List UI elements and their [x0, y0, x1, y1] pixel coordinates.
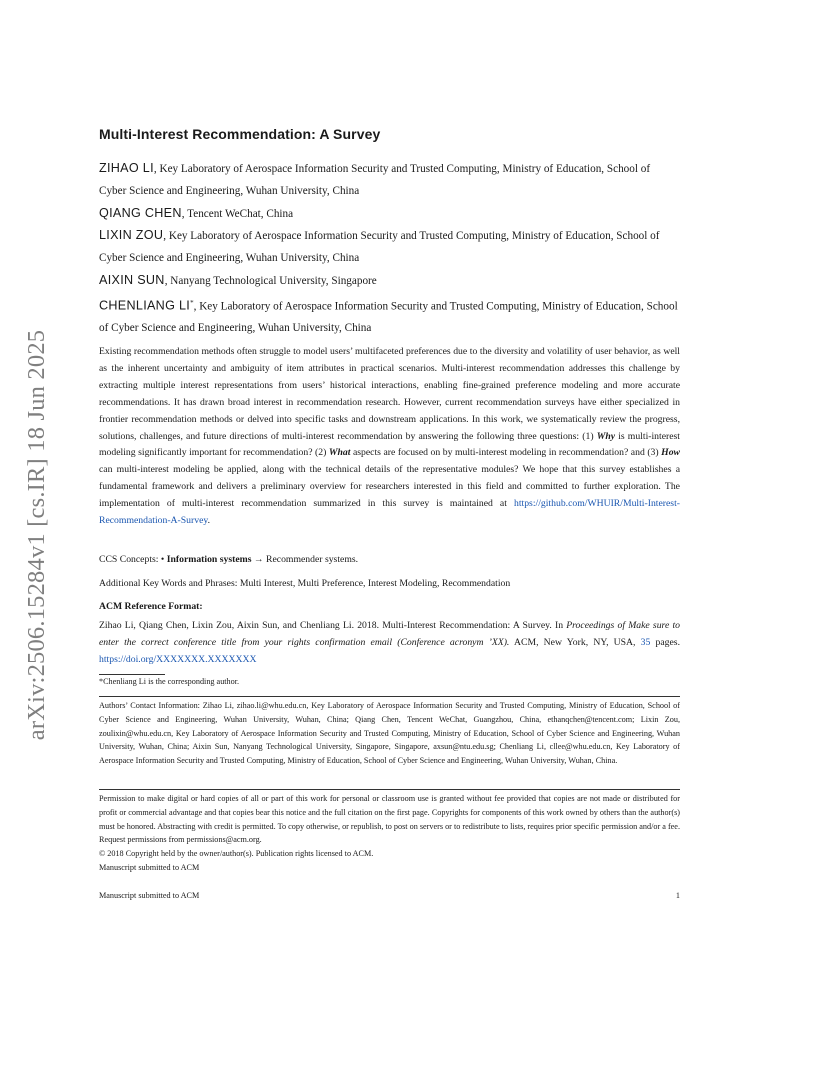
ccs-bullet: •: [160, 554, 167, 565]
divider: [99, 789, 680, 790]
abstract-text: is multi-interest modeling significantly important for recommendation? (2): [99, 430, 681, 459]
contact-information: Authors’ Contact Information: Zihao Li, zihao.li@whu.edu.cn, Key Laboratory of Aerospace Information Security and Trusted Computing, Ministry of Education, School of Cyber Science and Engineering, Wuhan University, Wuhan, China; Qiang Chen, Tencent WeChat, Guangzhou, China, ethanqchen@tencent.com; Lixin Zou, zoulixin@whu.edu.cn, Key Laboratory of Aerospace Information Security and Trusted Computing, Ministry of Education, School of Cyber Science and Engineering, Wuhan University, Wuhan, China; Aixin Sun, Nanyang Technological University, Singapore, Singapore, axsun@ntu.edu.sg; Chenliang Li, cllee@whu.edu.cn, Key Laboratory of Aerospace Information Security and Trusted Computing, Ministry of Education, School of Cyber Science and Engineering, Wuhan University, Wuhan, China.: [99, 701, 680, 766]
author-affiliation: , Nanyang Technological University, Singapore: [164, 274, 377, 287]
author-name: ZIHAO LI: [99, 161, 154, 175]
doi-link[interactable]: https://doi.org/XXXXXXX.XXXXXXX: [99, 654, 257, 665]
page-number: 1: [675, 891, 680, 900]
reference-text: ACM, New York, NY, USA,: [509, 637, 641, 648]
footer-manuscript: Manuscript submitted to ACM: [99, 891, 200, 900]
author-affiliation: , Key Laboratory of Aerospace Information Security and Trusted Computing, Ministry of Education, School of Cyber Science and Engineering, Wuhan University, China: [99, 230, 660, 265]
abstract-text: aspects are focused on by multi-interest modeling in recommendation? and (3): [350, 447, 662, 459]
page-footer: [99, 891, 680, 900]
copyright-line: © 2018 Copyright held by the owner/author(s). Publication rights licensed to ACM.: [99, 849, 374, 859]
reference-format-heading: ACM Reference Format:: [99, 601, 203, 612]
abstract-question-how: How: [661, 447, 680, 459]
manuscript-line: Manuscript submitted to ACM: [99, 862, 200, 872]
author-name: LIXIN ZOU: [99, 228, 164, 243]
reference-text: Zihao Li, Qiang Chen, Lixin Zou, Aixin Sun, and Chenliang Li. 2018. Multi-Interest Recommendation: A Survey. In: [99, 620, 567, 631]
permission-notice: [99, 792, 680, 875]
permission-text: Permission to make digital or hard copies of all or part of this work for personal or classroom use is granted without fee provided that copies are not made or distributed for profit or commercial advantage and that copies bear this notice and the full citation on the first page. Copyrights for components of this work owned by others than the author(s) must be honored. Abstracting with credit is permitted. To copy otherwise, or republish, to post on servers or to redistribute to lists, requires prior specific permission and/or a fee. Request permissions from permissions@acm.org.: [99, 794, 680, 845]
reference-format: [99, 617, 680, 668]
arxiv-stamp-text: arXiv:2506.15284v1 [cs.IR] 18 Jun 2025: [23, 329, 51, 741]
author-name: QIANG CHEN: [99, 205, 182, 220]
abstract-question-why: Why: [596, 430, 616, 442]
reference-venue: Proceedings of Make sure to enter the correct conference title from your rights confirmation email (Conference acronym ’XX).: [99, 620, 680, 648]
arxiv-stamp: [22, 305, 52, 765]
footnote: *Chenliang Li is the corresponding author.: [99, 677, 240, 686]
author-affiliation: , Key Laboratory of Aerospace Information Security and Trusted Computing, Ministry of Education, School of Cyber Science and Engineering, Wuhan University, China: [99, 300, 678, 335]
ccs-label: CCS Concepts:: [99, 554, 161, 565]
author-entry: [99, 225, 680, 270]
abstract-text: Existing recommendation methods often struggle to model users’ multifaceted preferences due to the diversity and volatility of user behavior, as well as the inherent uncertainty and ambiguity of item attributes in practical scenarios. Multi-interest recommendation addresses this challenge by extracting multiple interest representations from users’ historical interactions, enabling fine-grained preference modeling and more accurate recommendations. It has drawn broad interest in recommendation research. However, current recommendation surveys have either specialized in frontier recommendation methods or delved into specific tasks and downstream applications. In this work, we systematically review the progress, solutions, challenges, and future directions of multi-interest recommendation by answering the following three questions: (1): [99, 346, 680, 442]
author-entry: [99, 203, 680, 226]
ccs-concept: Information systems: [166, 554, 252, 565]
reference-text: pages.: [650, 637, 681, 648]
author-entry: [99, 270, 680, 293]
author-list: [99, 158, 680, 340]
divider: [99, 696, 680, 697]
author-affiliation: , Tencent WeChat, China: [181, 207, 294, 220]
author-name: AIXIN SUN: [99, 272, 165, 287]
footnote-rule: [99, 674, 165, 675]
ccs-concepts: [99, 552, 358, 568]
reference-pages[interactable]: 35: [640, 637, 651, 648]
abstract-question-what: What: [328, 447, 351, 459]
author-entry: [99, 293, 680, 340]
author-entry: [99, 158, 680, 203]
paper-title: Multi-Interest Recommendation: A Survey: [99, 126, 381, 142]
ccs-subconcept: → Recommender systems.: [251, 554, 359, 565]
corresponding-author-marker: *: [190, 298, 194, 307]
abstract-text: .: [207, 515, 211, 527]
author-affiliation: , Key Laboratory of Aerospace Information Security and Trusted Computing, Ministry of Education, School of Cyber Science and Engineering, Wuhan University, China: [99, 163, 651, 197]
abstract: [99, 344, 680, 530]
abstract-text: can multi-interest modeling be applied, along with the technical details of the representative modules? We hope that this survey establishes a fundamental framework and delivers a preliminary overview for researchers interested in this field and committed to further exploration. The implementation of multi-interest recommendation summarized in this survey is maintained at: [99, 464, 680, 510]
keywords: Additional Key Words and Phrases: Multi Interest, Multi Preference, Interest Modeling, Recommendation: [99, 578, 511, 589]
author-name: CHENLIANG LI: [99, 298, 191, 313]
github-link[interactable]: https://github.com/WHUIR/Multi-Interest-Recommendation-A-Survey: [99, 498, 680, 527]
